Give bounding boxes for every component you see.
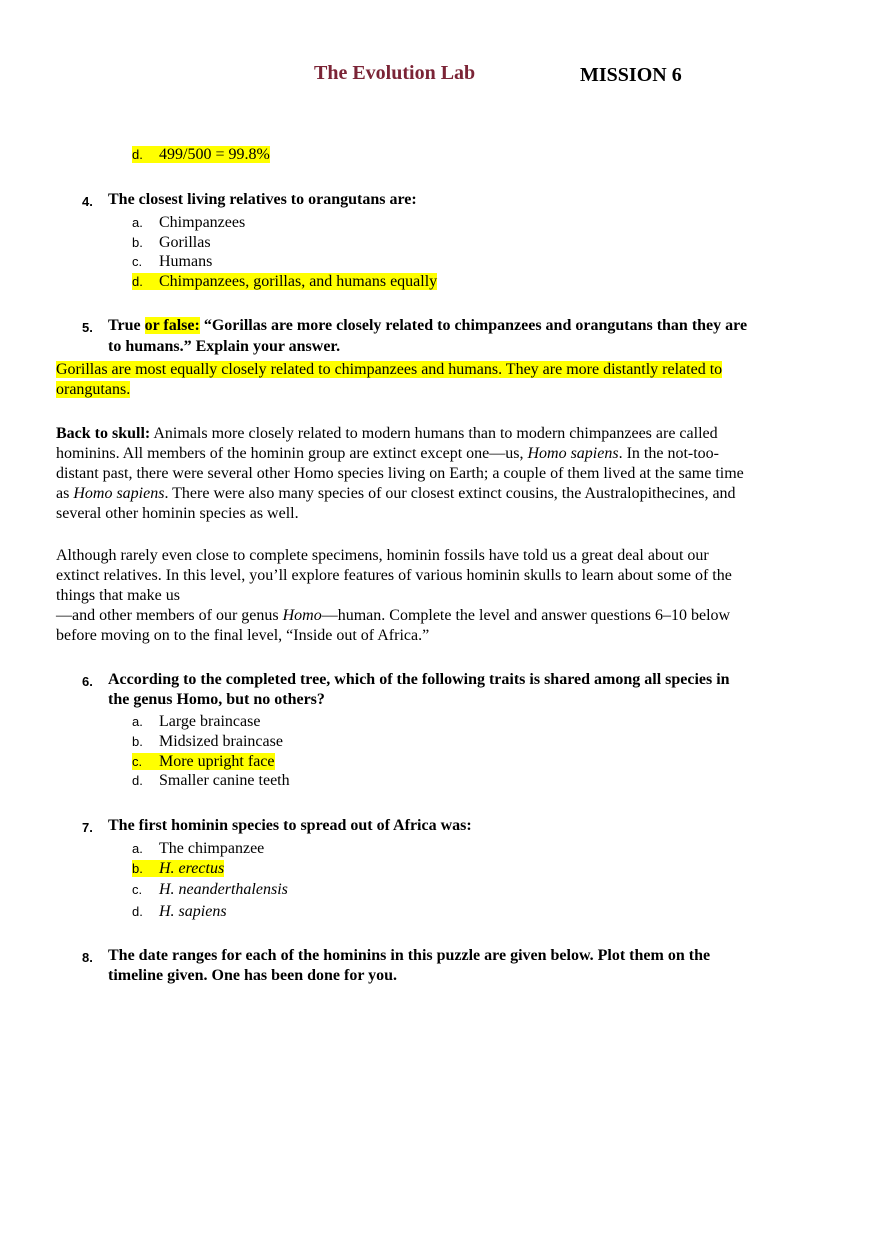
question-number: 7.	[82, 820, 93, 835]
option-letter: d.	[132, 147, 143, 162]
carry-over-answer	[132, 146, 270, 164]
question-7-prompt: The first hominin species to spread out of Africa was:	[108, 817, 472, 834]
q6-option-a: a. Large braincase	[132, 713, 261, 730]
fossils-paragraph: Although rarely even close to complete specimens, hominin fossils have told us a great deal about our extinct relatives. In this level, you’ll explore features of various hominin skulls to learn about some of the things that make us —and other members of our genus Homo—human. Complete the level and answer questions 6–10 below before moving on to the final level, “Inside out of Africa.”	[56, 547, 732, 644]
q6-option-b: b. Midsized braincase	[132, 733, 283, 750]
section-lead: Back to skull:	[56, 425, 151, 442]
question-4-prompt: The closest living relatives to orangutans are:	[108, 191, 417, 208]
page-title: The Evolution Lab	[314, 62, 476, 84]
q6-option-c-selected: c. More upright face	[132, 753, 275, 770]
question-6-prompt: According to the completed tree, which of the following traits is shared among all species in the genus Homo, but no others?	[108, 671, 730, 708]
q6-option-d: d. Smaller canine teeth	[132, 772, 290, 789]
mission-label: MISSION 6	[580, 64, 682, 86]
question-5-prompt: True or false: “Gorillas are more closely related to chimpanzees and orangutans than they are	[108, 317, 748, 334]
q7-option-d: d. H. sapiens	[132, 903, 227, 920]
question-number: 4.	[82, 194, 93, 209]
skull-section-paragraph: Back to skull: Animals more closely related to modern humans than to modern chimpanzees are called hominins. All members of the hominin group are extinct except one—us, Homo sapiens. In the not-too- distant past, there were several other Homo species living on Earth; a couple of them lived at the same time as Homo sapiens. There were also many species of our closest extinct cousins, the Australopithecines, and several other hominin species as well.	[56, 425, 744, 522]
q4-option-d-selected: d. Chimpanzees, gorillas, and humans equally	[132, 273, 438, 290]
question-5-answer: Gorillas are most equally closely related to chimpanzees and humans. They are more distantly related to orangutans.	[56, 361, 723, 398]
question-number: 6.	[82, 674, 93, 689]
q4-option-a: a. Chimpanzees	[132, 214, 246, 231]
question-5-prompt-line2: to humans.” Explain your answer.	[108, 338, 341, 355]
q4-option-b: b. Gorillas	[132, 234, 211, 251]
q7-option-c: c. H. neanderthalensis	[132, 881, 288, 898]
q4-option-c: c. Humans	[132, 253, 213, 270]
option-text: 499/500 = 99.8%	[159, 146, 270, 163]
question-number: 8.	[82, 950, 93, 965]
question-8-prompt: The date ranges for each of the hominins in this puzzle are given below. Plot them on the timeline given. One has been done for you.	[108, 947, 711, 984]
q7-option-a: a. The chimpanzee	[132, 840, 265, 857]
question-number: 5.	[82, 320, 93, 335]
q7-option-b-selected: b. H. erectus	[132, 860, 225, 877]
or-false-highlight: or false:	[144, 317, 200, 334]
